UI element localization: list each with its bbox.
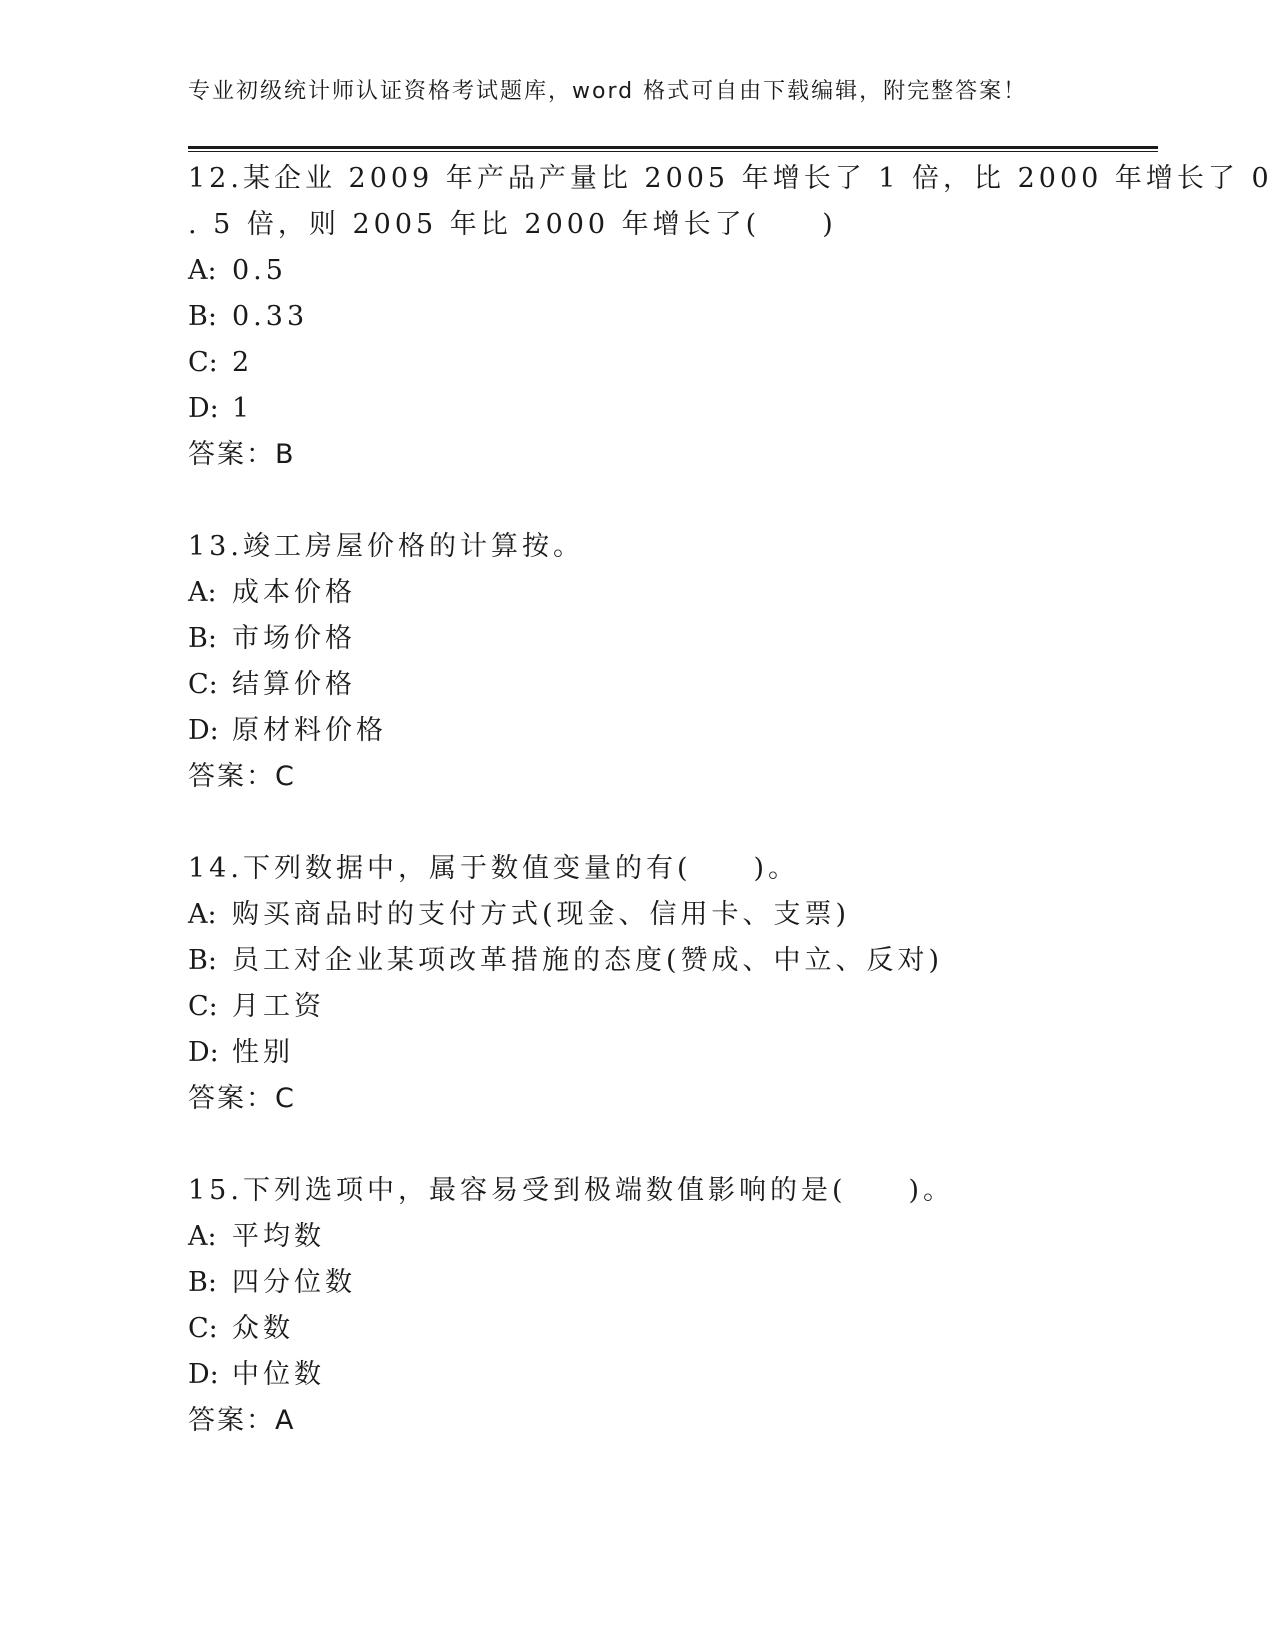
question-12 [188, 156, 1273, 478]
question-14 [188, 846, 1108, 1122]
option-text: 平均数 [232, 1221, 325, 1252]
option-letter: A: [188, 577, 217, 608]
option-letter: D: [188, 1037, 219, 1068]
question-list [188, 156, 1273, 1490]
option-d [188, 1030, 1108, 1076]
option-letter: C: [188, 669, 218, 700]
question-text: 14.下列数据中，属于数值变量的有( )。 [188, 853, 800, 884]
answer-line: 答案：A [188, 1405, 296, 1436]
question-text: . 5 倍，则 2005 年比 2000 年增长了( ) [188, 209, 837, 240]
option-letter: C: [188, 347, 218, 378]
page-header: 专业初级统计师认证资格考试题库，word 格式可自由下载编辑，附完整答案！ [188, 79, 1028, 104]
question-text: 12.某企业 2009 年产品产量比 2005 年增长了 1 倍，比 2000 年增长了 0 [188, 163, 1273, 194]
question-text: 15.下列选项中，最容易受到极端数值影响的是( )。 [188, 1175, 955, 1206]
option-c [188, 1306, 1108, 1352]
question-15 [188, 1168, 1108, 1444]
question-text: 13.竣工房屋价格的计算按。 [188, 531, 584, 562]
option-text: 购买商品时的支付方式(现金、信用卡、支票) [232, 899, 851, 930]
option-b [188, 938, 1108, 984]
option-letter: A: [188, 255, 217, 286]
option-letter: A: [188, 899, 217, 930]
option-text: 成本价格 [232, 577, 356, 608]
header-divider-thick [188, 146, 1158, 149]
option-text: 1 [232, 393, 254, 424]
option-text: 0.33 [232, 301, 309, 332]
option-text: 中位数 [232, 1359, 325, 1390]
option-letter: C: [188, 991, 218, 1022]
option-text: 2 [232, 347, 254, 378]
option-d [188, 386, 1108, 432]
option-text: 0.5 [232, 255, 287, 286]
option-letter: C: [188, 1313, 218, 1344]
option-b [188, 294, 1108, 340]
option-letter: D: [188, 715, 219, 746]
option-text: 员工对企业某项改革措施的态度(赞成、中立、反对) [232, 945, 944, 976]
answer-line: 答案：C [188, 1083, 296, 1114]
option-letter: B: [188, 1267, 217, 1298]
option-a [188, 892, 1108, 938]
option-b [188, 616, 1108, 662]
option-letter: A: [188, 1221, 217, 1252]
option-c [188, 340, 1108, 386]
option-text: 月工资 [232, 991, 325, 1022]
option-text: 市场价格 [232, 623, 356, 654]
option-text: 性别 [232, 1037, 294, 1068]
option-a [188, 570, 1108, 616]
option-c [188, 662, 1108, 708]
answer-line: 答案：B [188, 439, 296, 470]
option-letter: D: [188, 1359, 219, 1390]
option-a [188, 1214, 1108, 1260]
option-letter: B: [188, 301, 217, 332]
question-13 [188, 524, 1108, 800]
option-b [188, 1260, 1108, 1306]
option-d [188, 708, 1108, 754]
option-text: 原材料价格 [232, 715, 387, 746]
option-letter: B: [188, 945, 217, 976]
option-text: 四分位数 [232, 1267, 356, 1298]
header-divider-thin [188, 151, 1158, 152]
option-text: 结算价格 [232, 669, 356, 700]
option-letter: B: [188, 623, 217, 654]
option-c [188, 984, 1108, 1030]
option-text: 众数 [232, 1313, 294, 1344]
answer-line: 答案：C [188, 761, 296, 792]
option-d [188, 1352, 1108, 1398]
option-a [188, 248, 1108, 294]
option-letter: D: [188, 393, 219, 424]
